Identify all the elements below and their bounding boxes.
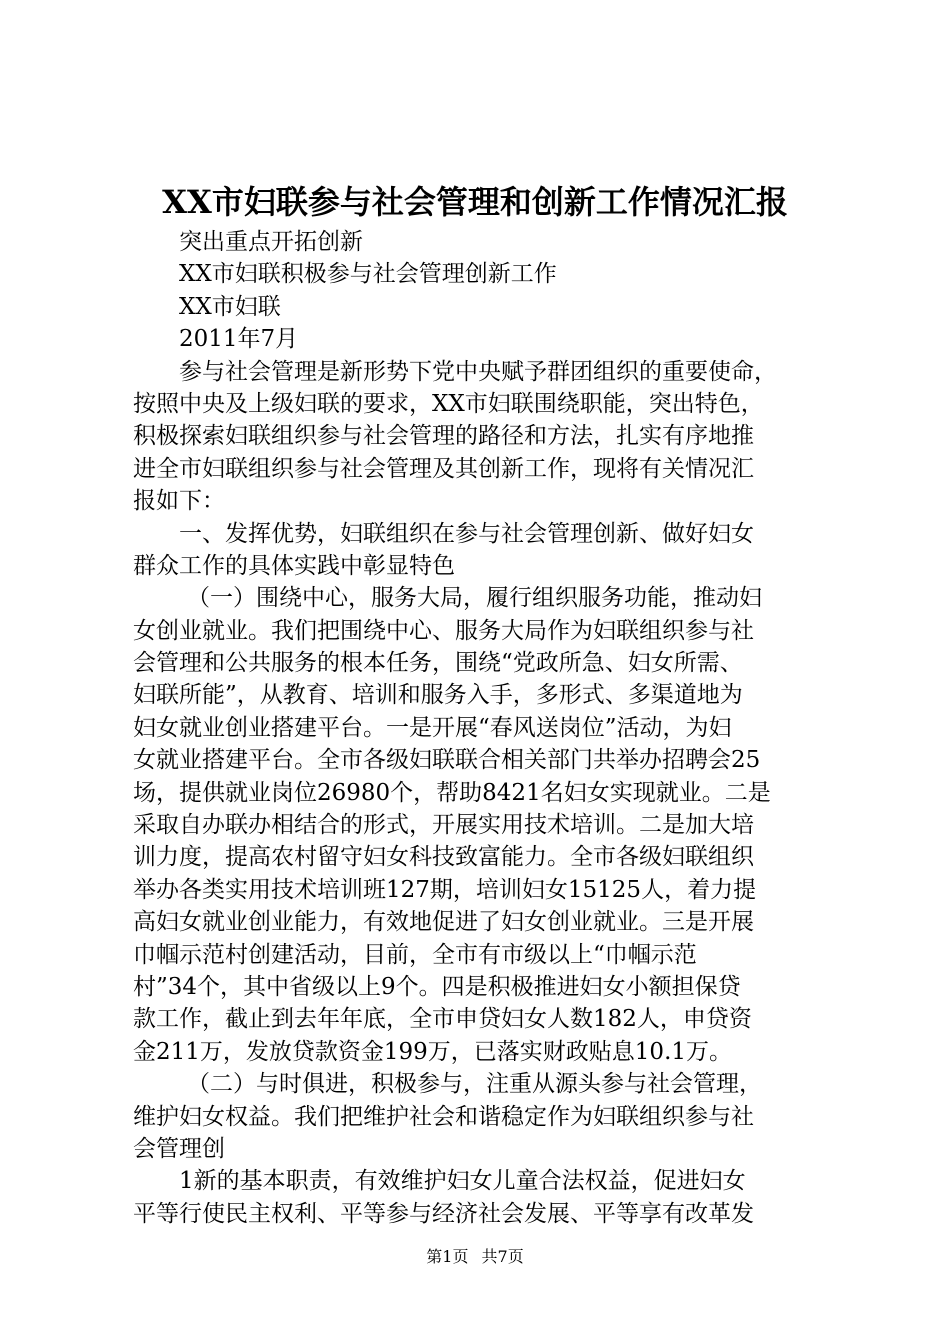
page-footer xyxy=(0,1247,950,1267)
paragraph-line: （一）围绕中心，服务大局，履行组织服务功能，推动妇 xyxy=(187,585,762,612)
paragraph-line: 训力度，提高农村留守妇女科技致富能力。全市各级妇联组织 xyxy=(133,844,754,871)
section-heading-line: 一、发挥优势，妇联组织在参与社会管理创新、做好妇女 xyxy=(179,520,754,547)
subtitle-line: XX市妇联积极参与社会管理创新工作 xyxy=(179,261,557,288)
paragraph-line: 金211万，发放贷款资金199万，已落实财政贴息10.1万。 xyxy=(133,1038,733,1065)
paragraph-line: 会管理创 xyxy=(133,1135,225,1162)
paragraph-line: 平等行使民主权利、平等参与经济社会发展、平等享有改革发 xyxy=(133,1200,754,1227)
paragraph-line: 高妇女就业创业能力，有效地促进了妇女创业就业。三是开展 xyxy=(133,909,754,936)
paragraph-line: 场，提供就业岗位26980个，帮助8421名妇女实现就业。二是 xyxy=(133,779,771,806)
page-total: 共7页 xyxy=(481,1247,524,1266)
paragraph-line: 女创业就业。我们把围绕中心、服务大局作为妇联组织参与社 xyxy=(133,617,754,644)
document-title: XX市妇联参与社会管理和创新工作情况汇报 xyxy=(162,183,788,221)
paragraph-line: 报如下： xyxy=(133,488,225,515)
paragraph-line: （二）与时俱进，积极参与，注重从源头参与社会管理， xyxy=(187,1071,762,1098)
date-line: 2011年7月 xyxy=(179,326,299,353)
paragraph-line: 采取自办联办相结合的形式，开展实用技术培训。二是加大培 xyxy=(133,812,754,839)
page-number: 第1页 xyxy=(426,1247,469,1266)
author-line: XX市妇联 xyxy=(179,293,281,320)
document-body xyxy=(133,226,833,1230)
paragraph-line: 举办各类实用技术培训班127期，培训妇女15125人，着力提 xyxy=(133,876,757,903)
paragraph-line: 村”34个，其中省级以上9个。四是积极推进妇女小额担保贷 xyxy=(133,973,741,1000)
paragraph-line: 女就业搭建平台。全市各级妇联联合相关部门共举办招聘会25 xyxy=(133,747,761,774)
paragraph-line: 进全市妇联组织参与社会管理及其创新工作，现将有关情况汇 xyxy=(133,455,754,482)
paragraph-line: 妇联所能”，从教育、培训和服务入手，多形式、多渠道地为 xyxy=(133,682,743,709)
subtitle-line: 突出重点开拓创新 xyxy=(179,229,363,255)
paragraph-line: 妇女就业创业搭建平台。一是开展“春风送岗位”活动，为妇 xyxy=(133,714,732,741)
section-heading-line: 群众工作的具体实践中彰显特色 xyxy=(133,552,455,579)
paragraph-line: 1新的基本职责，有效维护妇女儿童合法权益，促进妇女 xyxy=(179,1168,746,1195)
paragraph-line: 巾帼示范村创建活动，目前，全市有市级以上“巾帼示范 xyxy=(133,941,697,968)
paragraph-line: 维护妇女权益。我们把维护社会和谐稳定作为妇联组织参与社 xyxy=(133,1103,754,1130)
paragraph-line: 按照中央及上级妇联的要求，XX市妇联围绕职能，突出特色， xyxy=(133,390,764,417)
paragraph-line: 参与社会管理是新形势下党中央赋予群团组织的重要使命， xyxy=(179,358,777,385)
paragraph-line: 积极探索妇联组织参与社会管理的路径和方法，扎实有序地推 xyxy=(133,423,754,450)
paragraph-line: 款工作，截止到去年年底，全市申贷妇女人数182人，申贷资 xyxy=(133,1006,752,1033)
paragraph-line: 会管理和公共服务的根本任务，围绕“党政所急、妇女所需、 xyxy=(133,650,743,677)
